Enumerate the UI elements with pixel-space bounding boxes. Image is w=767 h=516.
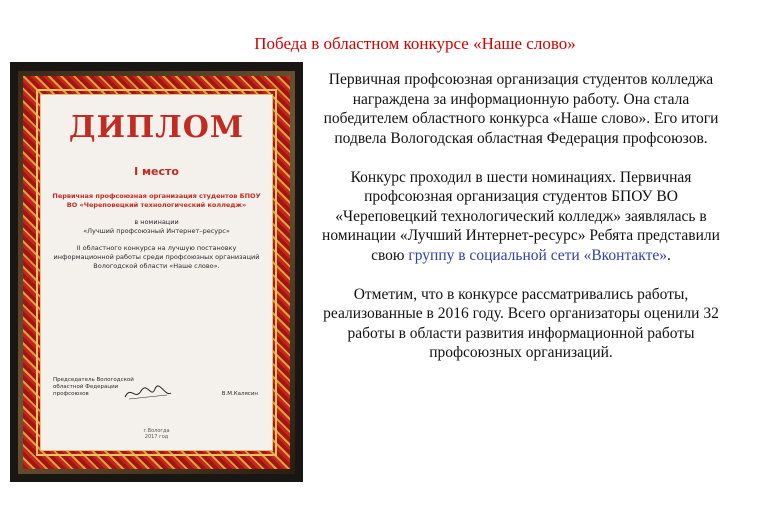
diploma-sign-role: Председатель Вологодской областной Федерации профсоюзов bbox=[53, 377, 134, 397]
diploma-year: 2017 год bbox=[144, 434, 169, 440]
diploma-nomination-prefix: в номинации bbox=[134, 218, 179, 226]
diploma-heading: ДИПЛОМ bbox=[68, 110, 245, 145]
paragraph-2-end: . bbox=[667, 246, 671, 264]
diploma-nomination bbox=[49, 218, 264, 236]
diploma-city: г.Вологда bbox=[143, 428, 170, 434]
diploma-city-year bbox=[41, 428, 272, 440]
diploma-contest: II областного конкурса на лучшую постановку информационной работы среди профсоюзных организаций Вологодской области «Наше слово». bbox=[53, 244, 260, 270]
diploma-organization: Первичная профсоюзная организация студентов БПОУ ВО «Череповецкий технологический колледж» bbox=[52, 192, 261, 209]
diploma-signer: В.М.Калясин bbox=[221, 391, 258, 397]
vk-group-link[interactable]: группу в социальной сети «Вконтакте» bbox=[408, 246, 668, 264]
signature-scribble bbox=[123, 383, 173, 403]
diploma-frame bbox=[18, 71, 295, 474]
diploma-photo bbox=[10, 62, 303, 482]
page-title: Победа в областном конкурсе «Наше слово» bbox=[254, 34, 576, 53]
article-text bbox=[312, 70, 730, 382]
diploma-place: I место bbox=[134, 165, 179, 178]
paragraph-1: Первичная профсоюзная организация студентов колледжа награждена за информационную работу. Она стала победителем областного конкурса «Наше слово». Его итоги подвела Вологодская областная Федерация профсоюзов. bbox=[323, 71, 719, 147]
diploma-paper bbox=[40, 94, 273, 451]
diploma-ornament-border bbox=[23, 76, 290, 469]
diploma-nomination-name: «Лучший профсоюзный Интернет–ресурс» bbox=[83, 227, 230, 235]
paragraph-2 bbox=[312, 168, 730, 266]
diploma-signature-block bbox=[53, 377, 264, 398]
paragraph-3: Отметим, что в конкурсе рассматривались работы, реализованные в 2016 году. Всего организаторы оценили 32 работы в области развития информационной работы профсоюзных организаций. bbox=[323, 285, 719, 361]
paragraph-2-text: Конкурс проходил в шести номинациях. Первичная профсоюзная организация студентов БПОУ ВО «Череповецкий технологический колледж» заявлялась в номинации «Лучший Интернет-ресурс» Ребята представили свою bbox=[322, 168, 720, 264]
